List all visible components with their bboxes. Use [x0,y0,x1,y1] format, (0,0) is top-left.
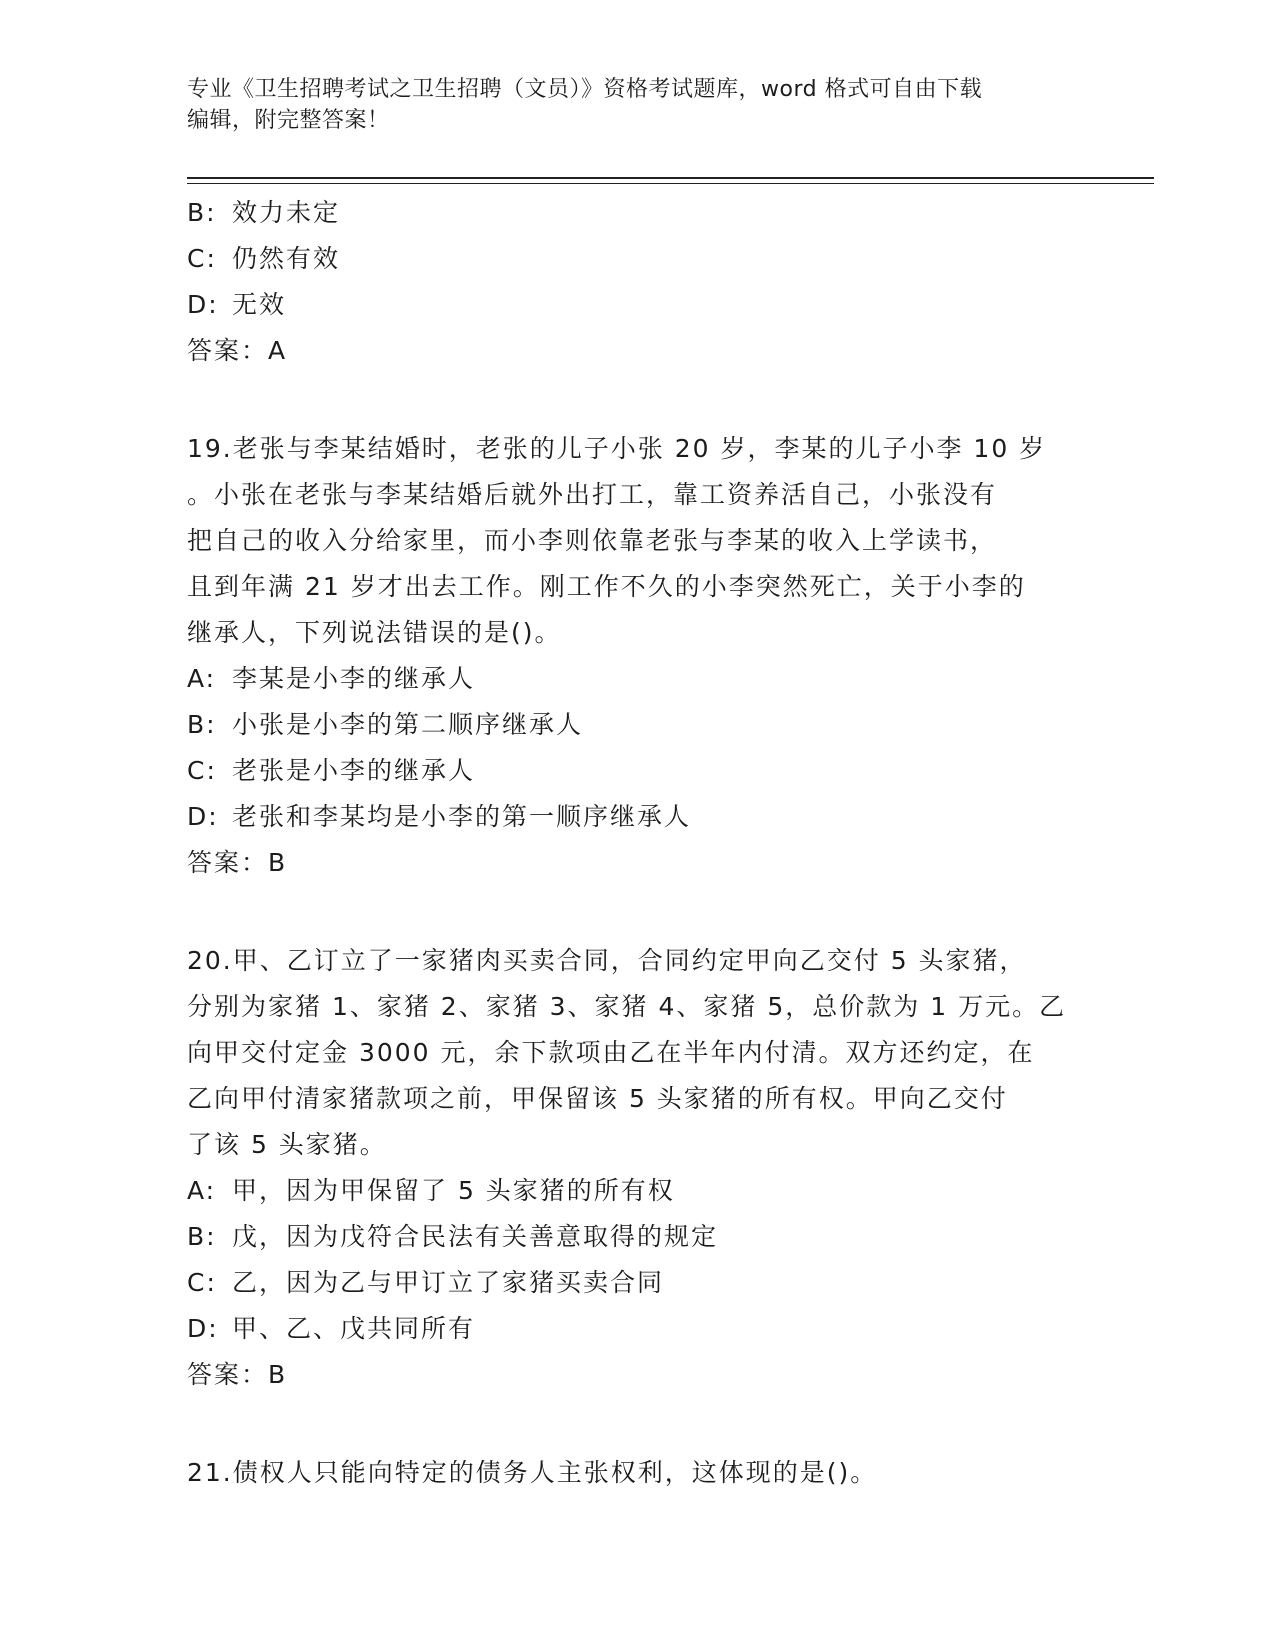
answer-value: B [268,1360,288,1389]
header-divider-thin [187,183,1154,184]
spacer [187,886,1087,938]
option-key: C: [187,756,217,785]
option-a [187,656,1087,702]
answer-value: B [268,848,288,877]
header-line: 编辑，附完整答案！ [187,108,390,133]
option-text: 老张是小李的继承人 [232,756,476,785]
option-c [187,1260,1087,1306]
option-a [187,1168,1087,1214]
question-stem-line: 了该 5 头家猪。 [187,1130,387,1159]
question-stem-line: 20.甲、乙订立了一家猪肉买卖合同，合同约定甲向乙交付 5 头家猪， [187,946,1027,975]
option-key: A: [187,1176,217,1205]
answer-label: 答案： [187,336,269,365]
question-stem-line: 把自己的收入分给家里，而小李则依靠老张与李某的收入上学读书， [187,526,998,555]
answer-label: 答案： [187,848,269,877]
option-text: 无效 [232,290,287,319]
answer-line [187,840,1087,886]
option-key: D: [187,290,219,319]
question-stem-line: 。小张在老张与李某结婚后就外出打工，靠工资养活自己，小张没有 [187,480,998,509]
question-stem-line: 乙向甲付清家猪款项之前，甲保留该 5 头家猪的所有权。甲向乙交付 [187,1084,1008,1113]
option-key: C: [187,1268,217,1297]
question-stem-line: 且到年满 21 岁才出去工作。刚工作不久的小李突然死亡，关于小李的 [187,572,1026,601]
option-d [187,282,1087,328]
option-key: C: [187,244,217,273]
document-header [187,74,1067,136]
spacer [187,374,1087,426]
header-line: 专业《卫生招聘考试之卫生招聘（文员）》资格考试题库，word 格式可自由下载 [187,77,983,102]
option-text: 仍然有效 [232,244,341,273]
question-stem-line: 继承人，下列说法错误的是()。 [187,618,562,647]
answer-label: 答案： [187,1360,269,1389]
option-d [187,1306,1087,1352]
header-divider-thick [187,177,1154,179]
question-stem-line: 19.老张与李某结婚时，老张的儿子小张 20 岁，李某的儿子小李 10 岁 [187,434,1047,463]
option-key: A: [187,664,217,693]
option-c [187,748,1087,794]
spacer [187,1398,1087,1450]
option-d [187,794,1087,840]
option-text: 老张和李某均是小李的第一顺序继承人 [232,802,692,831]
option-text: 甲、乙、戊共同所有 [232,1314,476,1343]
option-key: D: [187,1314,219,1343]
option-key: B: [187,198,217,227]
question-list [187,190,1087,1496]
option-b [187,1214,1087,1260]
question-20 [187,938,1087,1398]
question-stem-line: 21.债权人只能向特定的债务人主张权利，这体现的是()。 [187,1458,878,1487]
option-key: B: [187,710,217,739]
question-18-tail [187,190,1087,374]
answer-value: A [268,336,288,365]
option-text: 乙，因为乙与甲订立了家猪买卖合同 [232,1268,665,1297]
question-19 [187,426,1087,886]
option-text: 小张是小李的第二顺序继承人 [232,710,584,739]
question-stem-line: 向甲交付定金 3000 元，余下款项由乙在半年内付清。双方还约定，在 [187,1038,1035,1067]
option-key: D: [187,802,219,831]
question-stem-line: 分别为家猪 1、家猪 2、家猪 3、家猪 4、家猪 5，总价款为 1 万元。乙 [187,992,1067,1021]
option-text: 甲，因为甲保留了 5 头家猪的所有权 [232,1176,675,1205]
option-c [187,236,1087,282]
option-text: 李某是小李的继承人 [232,664,476,693]
option-b [187,702,1087,748]
answer-line [187,328,1087,374]
option-key: B: [187,1222,217,1251]
option-text: 戊，因为戊符合民法有关善意取得的规定 [232,1222,719,1251]
question-21 [187,1450,1087,1496]
option-b [187,190,1087,236]
option-text: 效力未定 [232,198,341,227]
answer-line [187,1352,1087,1398]
